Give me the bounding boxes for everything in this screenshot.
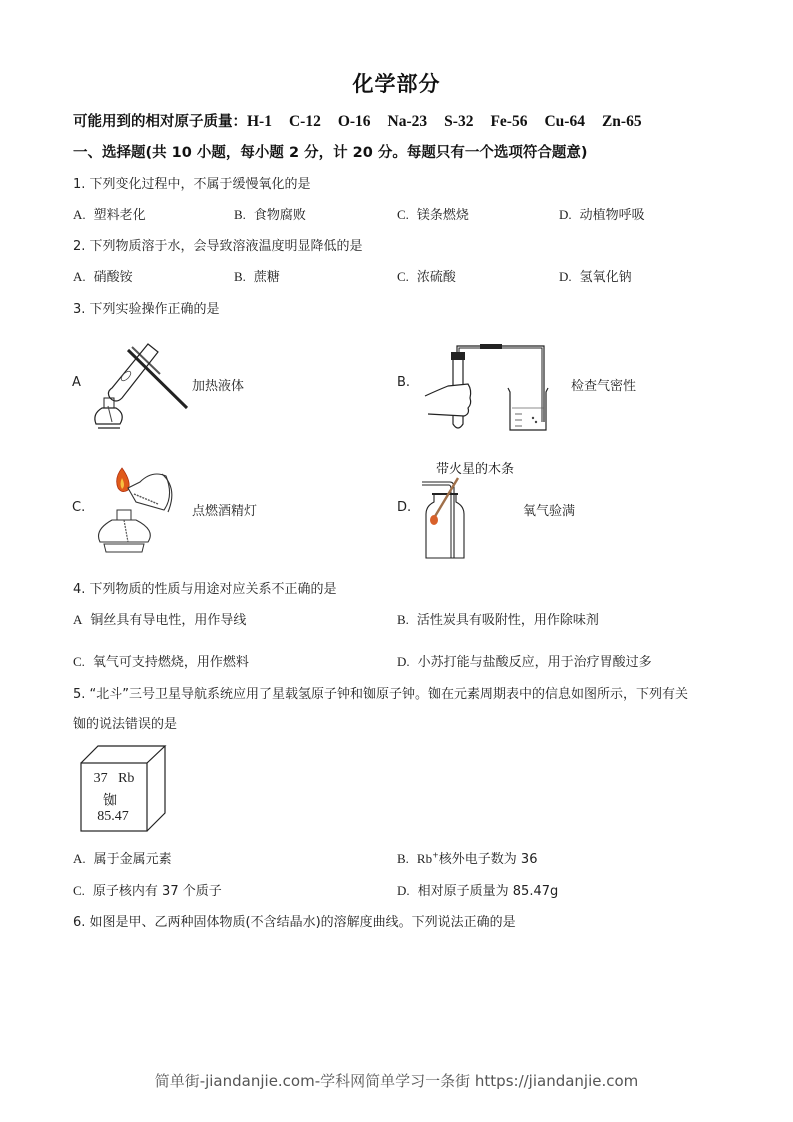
question-3-stem: 3. 下列实验操作正确的是	[73, 302, 220, 317]
option-label: A.	[73, 269, 86, 284]
q4-option-d	[397, 651, 652, 670]
option-label: D.	[559, 207, 572, 222]
atomic-mass: C-12	[288, 113, 321, 130]
question-5-stem-line2: 铷的说法错误的是	[73, 717, 178, 732]
option-label: A.	[73, 207, 86, 222]
option-text: 蔗糖	[253, 270, 280, 285]
q3-option-c-label: C.	[72, 500, 86, 515]
q1-option-d	[559, 204, 645, 223]
option-text: 浓硫酸	[416, 270, 456, 285]
atomic-masses-label: 可能用到的相对原子质量：	[73, 114, 247, 130]
option-label: D.	[397, 654, 410, 669]
q3-option-c-text: 点燃酒精灯	[192, 504, 258, 519]
lighting-alcohol-lamp-figure	[92, 464, 182, 556]
option-label: C.	[73, 883, 85, 898]
q3-option-a-text: 加热液体	[192, 379, 245, 394]
q3-option-d-text: 氧气验满	[523, 504, 576, 519]
ion-symbol: Rb	[416, 851, 433, 866]
element-number-symbol	[82, 771, 146, 787]
atomic-mass: Cu-64	[544, 113, 585, 130]
option-text: 硝酸铵	[93, 270, 133, 285]
footer-watermark: 简单街-jiandanjie.com-学科网简单学习一条街 https://jiandanjie.com	[154, 1072, 639, 1090]
q5-option-b	[397, 848, 537, 867]
q2-option-b	[234, 266, 280, 285]
option-text: 小苏打能与盐酸反应，用于治疗胃酸过多	[417, 655, 652, 670]
option-text: 动植物呼吸	[579, 208, 645, 223]
option-text: 食物腐败	[253, 208, 306, 223]
q3-option-a-label: A	[72, 375, 81, 390]
q5-option-c	[73, 880, 222, 899]
q5-option-a	[73, 848, 172, 867]
atomic-mass: Zn-65	[601, 113, 642, 130]
option-text: 核外电子数为 36	[438, 852, 538, 867]
option-label: B.	[234, 207, 246, 222]
option-text: 属于金属元素	[93, 852, 172, 867]
option-label: B.	[234, 269, 246, 284]
q3-option-b-text: 检查气密性	[571, 379, 637, 394]
q4-option-b	[397, 609, 599, 628]
question-6-stem: 6. 如图是甲、乙两种固体物质(不含结晶水)的溶解度曲线。下列说法正确的是	[73, 915, 516, 930]
option-text: 相对原子质量为 85.47g	[417, 884, 559, 899]
option-label: C.	[73, 654, 85, 669]
atomic-mass: S-32	[444, 113, 474, 130]
option-label: A	[73, 612, 83, 627]
page-title: 化学部分	[352, 72, 441, 96]
option-text: 氧气可支持燃烧，用作燃料	[92, 655, 249, 670]
question-5-stem-line1: 5. “北斗”三号卫星导航系统应用了星载氢原子钟和铷原子钟。铷在元素周期表中的信息如图所示，下列有关	[73, 687, 689, 702]
q1-option-a	[73, 204, 146, 223]
q2-option-a	[73, 266, 133, 285]
option-text: 原子核内有 37 个质子	[92, 884, 222, 899]
element-name: 铷	[103, 794, 117, 809]
test-tube-heating-figure	[90, 338, 190, 433]
option-text: 镁条燃烧	[416, 208, 469, 223]
option-label: D.	[397, 883, 410, 898]
q1-option-b	[234, 204, 306, 223]
element-number: 37	[93, 771, 108, 786]
option-text: 氢氧化钠	[579, 270, 632, 285]
q3-option-d-label: D.	[397, 500, 412, 515]
atomic-mass: O-16	[337, 113, 371, 130]
option-text: 塑料老化	[93, 208, 146, 223]
airtightness-check-figure	[420, 342, 550, 434]
option-text: 活性炭具有吸附性，用作除味剂	[416, 613, 599, 628]
oxygen-full-check-figure	[420, 476, 480, 560]
atomic-mass: Na-23	[387, 113, 428, 130]
atomic-mass: H-1	[247, 113, 272, 130]
option-label: B.	[397, 851, 409, 866]
q2-option-c	[397, 266, 456, 285]
figure-caption-glowing-splint: 带火星的木条	[436, 462, 515, 477]
option-label: C.	[397, 207, 409, 222]
q3-option-b-label: B.	[397, 375, 411, 390]
q2-option-d	[559, 266, 632, 285]
option-text: 铜丝具有导电性，用作导线	[90, 613, 247, 628]
q1-option-c	[397, 204, 469, 223]
section-heading: 一、选择题(共 10 小题，每小题 2 分，计 20 分。每题只有一个选项符合题意)	[73, 145, 588, 161]
option-label: C.	[397, 269, 409, 284]
option-label: D.	[559, 269, 572, 284]
option-label: A.	[73, 851, 86, 866]
atomic-masses-line	[73, 110, 659, 131]
question-1-stem: 1. 下列变化过程中，不属于缓慢氧化的是	[73, 177, 311, 192]
q4-option-c	[73, 651, 249, 670]
q5-option-d	[397, 880, 558, 899]
ion-charge: +	[432, 850, 439, 860]
q4-option-a	[73, 609, 246, 628]
question-4-stem: 4. 下列物质的性质与用途对应关系不正确的是	[73, 582, 337, 597]
option-label: B.	[397, 612, 409, 627]
element-symbol: Rb	[118, 771, 135, 786]
atomic-mass: Fe-56	[490, 113, 528, 130]
question-2-stem: 2. 下列物质溶于水，会导致溶液温度明显降低的是	[73, 239, 363, 254]
element-mass: 85.47	[97, 809, 129, 824]
